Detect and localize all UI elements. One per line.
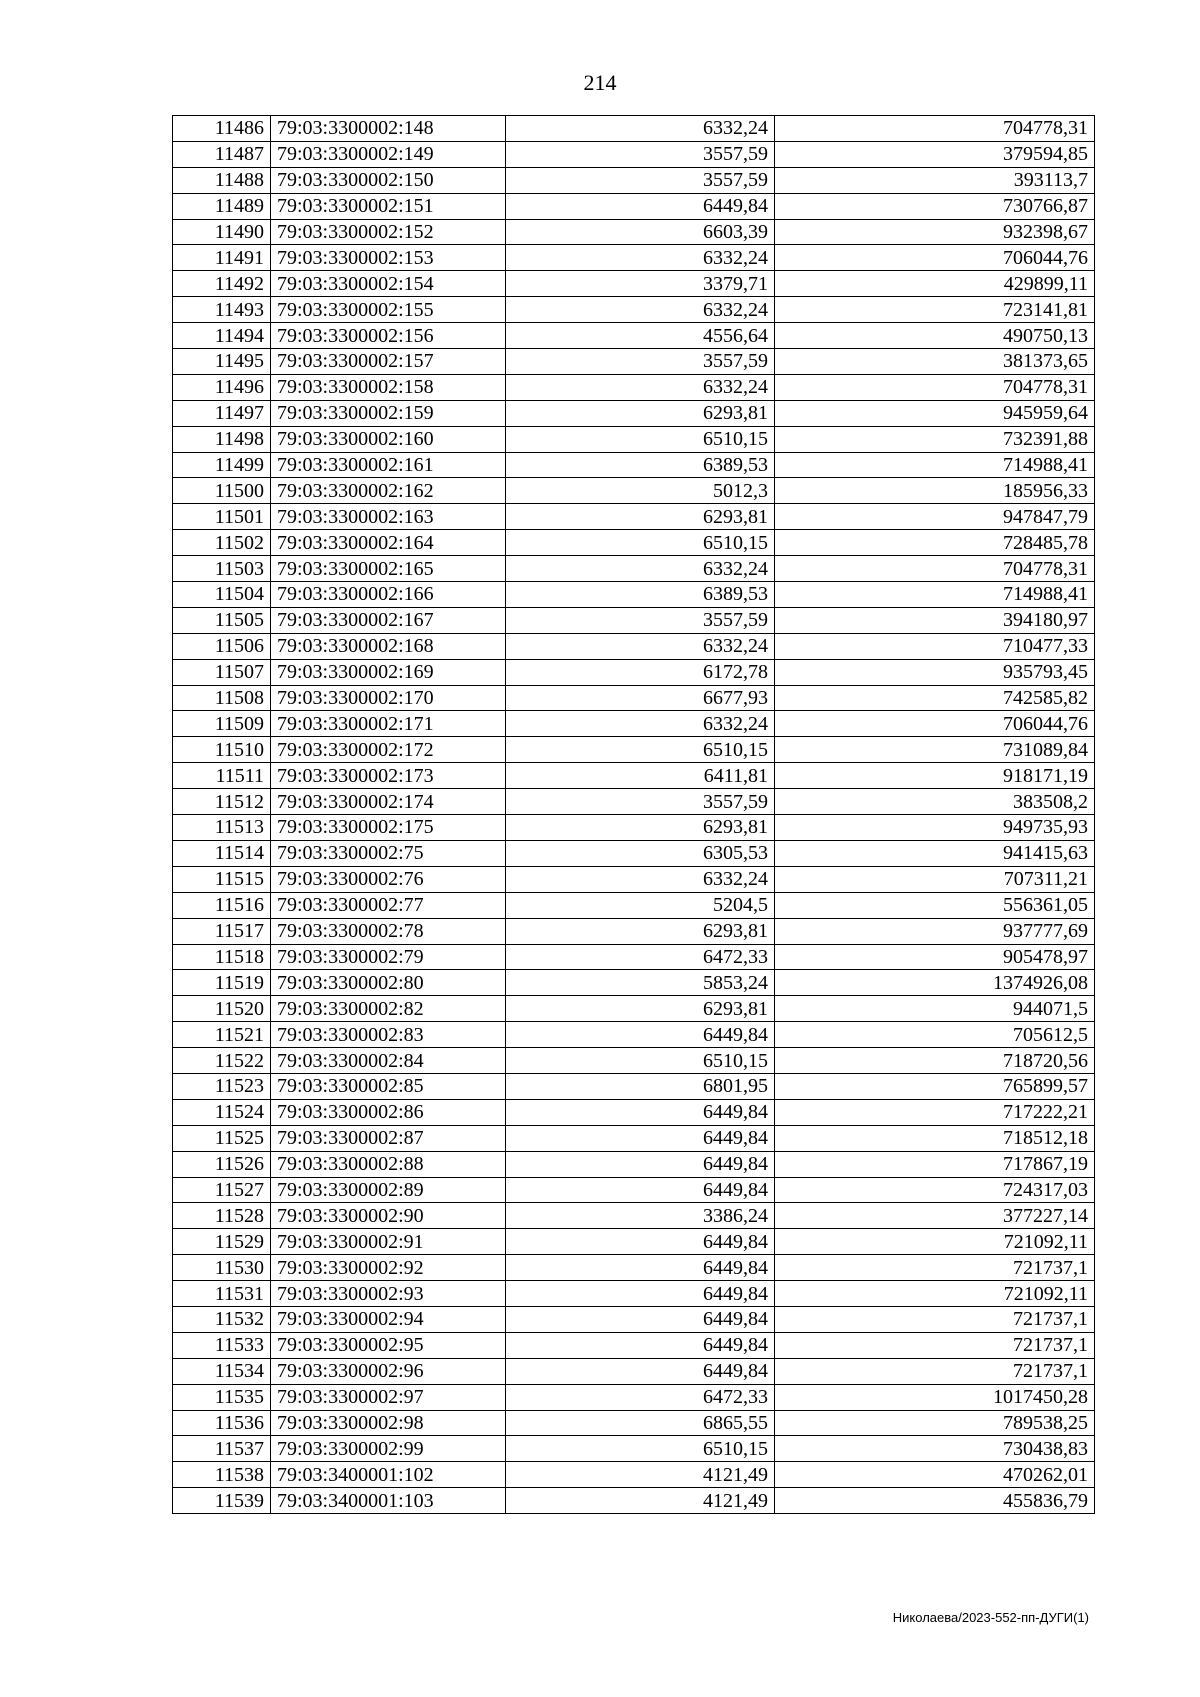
- area-cell: 6449,84: [506, 193, 775, 219]
- area-cell: 5204,5: [506, 892, 775, 918]
- row-number-cell: 11532: [173, 1306, 271, 1332]
- row-number-cell: 11530: [173, 1255, 271, 1281]
- area-cell: 6332,24: [506, 297, 775, 323]
- table-body: [173, 116, 1095, 1514]
- cadastral-number-cell: 79:03:3300002:77: [271, 892, 506, 918]
- value-cell: 707311,21: [775, 866, 1095, 892]
- row-number-cell: 11509: [173, 711, 271, 737]
- area-cell: 6293,81: [506, 400, 775, 426]
- table-row: [173, 1125, 1095, 1151]
- cadastral-number-cell: 79:03:3300002:86: [271, 1099, 506, 1125]
- value-cell: 710477,33: [775, 633, 1095, 659]
- value-cell: 470262,01: [775, 1462, 1095, 1488]
- area-cell: 6801,95: [506, 1073, 775, 1099]
- cadastral-number-cell: 79:03:3300002:150: [271, 167, 506, 193]
- cadastral-number-cell: 79:03:3300002:158: [271, 374, 506, 400]
- table-row: [173, 349, 1095, 375]
- table-row: [173, 219, 1095, 245]
- table-row: [173, 1048, 1095, 1074]
- table-row: [173, 1410, 1095, 1436]
- table-row: [173, 685, 1095, 711]
- cadastral-number-cell: 79:03:3300002:80: [271, 970, 506, 996]
- row-number-cell: 11508: [173, 685, 271, 711]
- area-cell: 6510,15: [506, 737, 775, 763]
- table-row: [173, 970, 1095, 996]
- table-row: [173, 426, 1095, 452]
- value-cell: 723141,81: [775, 297, 1095, 323]
- area-cell: 6293,81: [506, 918, 775, 944]
- cadastral-number-cell: 79:03:3300002:160: [271, 426, 506, 452]
- table-row: [173, 193, 1095, 219]
- row-number-cell: 11492: [173, 271, 271, 297]
- table-row: [173, 1306, 1095, 1332]
- row-number-cell: 11488: [173, 167, 271, 193]
- table-row: [173, 892, 1095, 918]
- area-cell: 6603,39: [506, 219, 775, 245]
- row-number-cell: 11507: [173, 659, 271, 685]
- table-row: [173, 1358, 1095, 1384]
- row-number-cell: 11518: [173, 944, 271, 970]
- row-number-cell: 11521: [173, 1022, 271, 1048]
- table-row: [173, 1384, 1095, 1410]
- table-row: [173, 582, 1095, 608]
- row-number-cell: 11494: [173, 323, 271, 349]
- area-cell: 6449,84: [506, 1125, 775, 1151]
- area-cell: 6449,84: [506, 1151, 775, 1177]
- table-row: [173, 323, 1095, 349]
- value-cell: 704778,31: [775, 374, 1095, 400]
- area-cell: 6449,84: [506, 1177, 775, 1203]
- row-number-cell: 11517: [173, 918, 271, 944]
- row-number-cell: 11536: [173, 1410, 271, 1436]
- cadastral-number-cell: 79:03:3300002:85: [271, 1073, 506, 1099]
- table-row: [173, 116, 1095, 142]
- area-cell: 6472,33: [506, 944, 775, 970]
- row-number-cell: 11497: [173, 400, 271, 426]
- row-number-cell: 11534: [173, 1358, 271, 1384]
- value-cell: 556361,05: [775, 892, 1095, 918]
- row-number-cell: 11513: [173, 815, 271, 841]
- cadastral-number-cell: 79:03:3300002:155: [271, 297, 506, 323]
- row-number-cell: 11489: [173, 193, 271, 219]
- row-number-cell: 11495: [173, 349, 271, 375]
- cadastral-number-cell: 79:03:3300002:94: [271, 1306, 506, 1332]
- area-cell: 6510,15: [506, 426, 775, 452]
- area-cell: 6510,15: [506, 1048, 775, 1074]
- value-cell: 935793,45: [775, 659, 1095, 685]
- row-number-cell: 11502: [173, 530, 271, 556]
- value-cell: 731089,84: [775, 737, 1095, 763]
- row-number-cell: 11519: [173, 970, 271, 996]
- value-cell: 379594,85: [775, 141, 1095, 167]
- table-row: [173, 789, 1095, 815]
- table-row: [173, 400, 1095, 426]
- area-cell: 6449,84: [506, 1022, 775, 1048]
- cadastral-number-cell: 79:03:3300002:84: [271, 1048, 506, 1074]
- area-cell: 6449,84: [506, 1358, 775, 1384]
- value-cell: 705612,5: [775, 1022, 1095, 1048]
- area-cell: 3557,59: [506, 607, 775, 633]
- table-row: [173, 478, 1095, 504]
- cadastral-number-cell: 79:03:3300002:87: [271, 1125, 506, 1151]
- area-cell: 6332,24: [506, 633, 775, 659]
- area-cell: 5012,3: [506, 478, 775, 504]
- value-cell: 381373,65: [775, 349, 1095, 375]
- cadastral-number-cell: 79:03:3300002:172: [271, 737, 506, 763]
- table-row: [173, 633, 1095, 659]
- row-number-cell: 11520: [173, 996, 271, 1022]
- cadastral-number-cell: 79:03:3300002:76: [271, 866, 506, 892]
- cadastral-number-cell: 79:03:3300002:91: [271, 1229, 506, 1255]
- value-cell: 377227,14: [775, 1203, 1095, 1229]
- cadastral-number-cell: 79:03:3300002:89: [271, 1177, 506, 1203]
- cadastral-number-cell: 79:03:3300002:165: [271, 556, 506, 582]
- value-cell: 1017450,28: [775, 1384, 1095, 1410]
- area-cell: 6449,84: [506, 1255, 775, 1281]
- area-cell: 6449,84: [506, 1332, 775, 1358]
- value-cell: 706044,76: [775, 711, 1095, 737]
- row-number-cell: 11535: [173, 1384, 271, 1410]
- cadastral-number-cell: 79:03:3300002:92: [271, 1255, 506, 1281]
- row-number-cell: 11522: [173, 1048, 271, 1074]
- cadastral-number-cell: 79:03:3300002:170: [271, 685, 506, 711]
- area-cell: 6293,81: [506, 815, 775, 841]
- row-number-cell: 11523: [173, 1073, 271, 1099]
- area-cell: 3557,59: [506, 349, 775, 375]
- table-row: [173, 711, 1095, 737]
- cadastral-number-cell: 79:03:3300002:174: [271, 789, 506, 815]
- cadastral-table: [172, 115, 1095, 1514]
- cadastral-number-cell: 79:03:3300002:153: [271, 245, 506, 271]
- table-row: [173, 866, 1095, 892]
- value-cell: 789538,25: [775, 1410, 1095, 1436]
- cadastral-number-cell: 79:03:3300002:171: [271, 711, 506, 737]
- area-cell: 6449,84: [506, 1099, 775, 1125]
- value-cell: 490750,13: [775, 323, 1095, 349]
- cadastral-number-cell: 79:03:3300002:95: [271, 1332, 506, 1358]
- area-cell: 3386,24: [506, 1203, 775, 1229]
- table-row: [173, 737, 1095, 763]
- row-number-cell: 11491: [173, 245, 271, 271]
- table-row: [173, 1151, 1095, 1177]
- value-cell: 732391,88: [775, 426, 1095, 452]
- row-number-cell: 11503: [173, 556, 271, 582]
- row-number-cell: 11498: [173, 426, 271, 452]
- value-cell: 721737,1: [775, 1358, 1095, 1384]
- row-number-cell: 11512: [173, 789, 271, 815]
- table-row: [173, 556, 1095, 582]
- cadastral-number-cell: 79:03:3300002:99: [271, 1436, 506, 1462]
- row-number-cell: 11490: [173, 219, 271, 245]
- area-cell: 4121,49: [506, 1488, 775, 1514]
- value-cell: 944071,5: [775, 996, 1095, 1022]
- area-cell: 3557,59: [506, 789, 775, 815]
- cadastral-number-cell: 79:03:3300002:168: [271, 633, 506, 659]
- value-cell: 717222,21: [775, 1099, 1095, 1125]
- value-cell: 945959,64: [775, 400, 1095, 426]
- cadastral-number-cell: 79:03:3400001:102: [271, 1462, 506, 1488]
- cadastral-number-cell: 79:03:3300002:88: [271, 1151, 506, 1177]
- row-number-cell: 11493: [173, 297, 271, 323]
- value-cell: 724317,03: [775, 1177, 1095, 1203]
- table-row: [173, 504, 1095, 530]
- cadastral-number-cell: 79:03:3300002:156: [271, 323, 506, 349]
- cadastral-number-cell: 79:03:3300002:166: [271, 582, 506, 608]
- row-number-cell: 11531: [173, 1281, 271, 1307]
- table-row: [173, 167, 1095, 193]
- value-cell: 714988,41: [775, 582, 1095, 608]
- table-row: [173, 1488, 1095, 1514]
- row-number-cell: 11511: [173, 763, 271, 789]
- area-cell: 6332,24: [506, 374, 775, 400]
- value-cell: 718512,18: [775, 1125, 1095, 1151]
- row-number-cell: 11516: [173, 892, 271, 918]
- row-number-cell: 11510: [173, 737, 271, 763]
- value-cell: 714988,41: [775, 452, 1095, 478]
- row-number-cell: 11504: [173, 582, 271, 608]
- area-cell: 6332,24: [506, 711, 775, 737]
- area-cell: 4556,64: [506, 323, 775, 349]
- cadastral-number-cell: 79:03:3300002:79: [271, 944, 506, 970]
- table-row: [173, 1099, 1095, 1125]
- cadastral-number-cell: 79:03:3300002:154: [271, 271, 506, 297]
- value-cell: 765899,57: [775, 1073, 1095, 1099]
- table-row: [173, 1073, 1095, 1099]
- table-row: [173, 297, 1095, 323]
- value-cell: 947847,79: [775, 504, 1095, 530]
- row-number-cell: 11514: [173, 840, 271, 866]
- value-cell: 455836,79: [775, 1488, 1095, 1514]
- value-cell: 1374926,08: [775, 970, 1095, 996]
- value-cell: 730438,83: [775, 1436, 1095, 1462]
- value-cell: 706044,76: [775, 245, 1095, 271]
- value-cell: 949735,93: [775, 815, 1095, 841]
- cadastral-number-cell: 79:03:3300002:83: [271, 1022, 506, 1048]
- area-cell: 6510,15: [506, 530, 775, 556]
- value-cell: 941415,63: [775, 840, 1095, 866]
- value-cell: 721092,11: [775, 1281, 1095, 1307]
- row-number-cell: 11527: [173, 1177, 271, 1203]
- table-row: [173, 1203, 1095, 1229]
- table-row: [173, 996, 1095, 1022]
- area-cell: 6449,84: [506, 1229, 775, 1255]
- cadastral-number-cell: 79:03:3300002:151: [271, 193, 506, 219]
- table-row: [173, 1332, 1095, 1358]
- table-row: [173, 840, 1095, 866]
- area-cell: 6449,84: [506, 1281, 775, 1307]
- area-cell: 6389,53: [506, 452, 775, 478]
- table-row: [173, 815, 1095, 841]
- table-row: [173, 1462, 1095, 1488]
- area-cell: 6472,33: [506, 1384, 775, 1410]
- value-cell: 905478,97: [775, 944, 1095, 970]
- cadastral-number-cell: 79:03:3300002:82: [271, 996, 506, 1022]
- value-cell: 185956,33: [775, 478, 1095, 504]
- cadastral-number-cell: 79:03:3300002:163: [271, 504, 506, 530]
- row-number-cell: 11487: [173, 141, 271, 167]
- table-row: [173, 1229, 1095, 1255]
- value-cell: 704778,31: [775, 556, 1095, 582]
- row-number-cell: 11515: [173, 866, 271, 892]
- cadastral-number-cell: 79:03:3300002:159: [271, 400, 506, 426]
- table-row: [173, 1022, 1095, 1048]
- table-row: [173, 763, 1095, 789]
- area-cell: 4121,49: [506, 1462, 775, 1488]
- row-number-cell: 11538: [173, 1462, 271, 1488]
- table-row: [173, 1177, 1095, 1203]
- value-cell: 728485,78: [775, 530, 1095, 556]
- area-cell: 6865,55: [506, 1410, 775, 1436]
- cadastral-number-cell: 79:03:3300002:149: [271, 141, 506, 167]
- row-number-cell: 11539: [173, 1488, 271, 1514]
- row-number-cell: 11496: [173, 374, 271, 400]
- cadastral-number-cell: 79:03:3300002:97: [271, 1384, 506, 1410]
- table-row: [173, 607, 1095, 633]
- row-number-cell: 11506: [173, 633, 271, 659]
- cadastral-number-cell: 79:03:3300002:157: [271, 349, 506, 375]
- cadastral-number-cell: 79:03:3300002:93: [271, 1281, 506, 1307]
- row-number-cell: 11524: [173, 1099, 271, 1125]
- value-cell: 704778,31: [775, 116, 1095, 142]
- cadastral-number-cell: 79:03:3300002:78: [271, 918, 506, 944]
- cadastral-number-cell: 79:03:3300002:169: [271, 659, 506, 685]
- table-row: [173, 1255, 1095, 1281]
- row-number-cell: 11500: [173, 478, 271, 504]
- value-cell: 721737,1: [775, 1255, 1095, 1281]
- table-row: [173, 245, 1095, 271]
- value-cell: 937777,69: [775, 918, 1095, 944]
- cadastral-number-cell: 79:03:3300002:96: [271, 1358, 506, 1384]
- value-cell: 717867,19: [775, 1151, 1095, 1177]
- row-number-cell: 11529: [173, 1229, 271, 1255]
- cadastral-number-cell: 79:03:3300002:167: [271, 607, 506, 633]
- row-number-cell: 11499: [173, 452, 271, 478]
- row-number-cell: 11526: [173, 1151, 271, 1177]
- value-cell: 383508,2: [775, 789, 1095, 815]
- area-cell: 6677,93: [506, 685, 775, 711]
- cadastral-number-cell: 79:03:3300002:98: [271, 1410, 506, 1436]
- value-cell: 742585,82: [775, 685, 1095, 711]
- table-row: [173, 1281, 1095, 1307]
- cadastral-number-cell: 79:03:3300002:75: [271, 840, 506, 866]
- area-cell: 6449,84: [506, 1306, 775, 1332]
- table-row: [173, 141, 1095, 167]
- value-cell: 932398,67: [775, 219, 1095, 245]
- row-number-cell: 11533: [173, 1332, 271, 1358]
- value-cell: 918171,19: [775, 763, 1095, 789]
- area-cell: 6332,24: [506, 245, 775, 271]
- area-cell: 6389,53: [506, 582, 775, 608]
- value-cell: 721092,11: [775, 1229, 1095, 1255]
- cadastral-number-cell: 79:03:3300002:164: [271, 530, 506, 556]
- area-cell: 6332,24: [506, 556, 775, 582]
- table-row: [173, 1436, 1095, 1462]
- value-cell: 730766,87: [775, 193, 1095, 219]
- area-cell: 6332,24: [506, 116, 775, 142]
- value-cell: 718720,56: [775, 1048, 1095, 1074]
- area-cell: 5853,24: [506, 970, 775, 996]
- cadastral-number-cell: 79:03:3300002:90: [271, 1203, 506, 1229]
- page-number: 214: [583, 70, 617, 95]
- row-number-cell: 11525: [173, 1125, 271, 1151]
- row-number-cell: 11537: [173, 1436, 271, 1462]
- value-cell: 721737,1: [775, 1306, 1095, 1332]
- area-cell: 6411,81: [506, 763, 775, 789]
- value-cell: 393113,7: [775, 167, 1095, 193]
- area-cell: 6510,15: [506, 1436, 775, 1462]
- cadastral-number-cell: 79:03:3400001:103: [271, 1488, 506, 1514]
- value-cell: 721737,1: [775, 1332, 1095, 1358]
- table-row: [173, 374, 1095, 400]
- value-cell: 394180,97: [775, 607, 1095, 633]
- table-row: [173, 530, 1095, 556]
- value-cell: 429899,11: [775, 271, 1095, 297]
- table-row: [173, 918, 1095, 944]
- cadastral-number-cell: 79:03:3300002:161: [271, 452, 506, 478]
- area-cell: 6172,78: [506, 659, 775, 685]
- cadastral-number-cell: 79:03:3300002:162: [271, 478, 506, 504]
- row-number-cell: 11528: [173, 1203, 271, 1229]
- area-cell: 3379,71: [506, 271, 775, 297]
- area-cell: 6293,81: [506, 996, 775, 1022]
- table-row: [173, 944, 1095, 970]
- area-cell: 6293,81: [506, 504, 775, 530]
- row-number-cell: 11505: [173, 607, 271, 633]
- area-cell: 3557,59: [506, 167, 775, 193]
- row-number-cell: 11486: [173, 116, 271, 142]
- table-row: [173, 271, 1095, 297]
- cadastral-number-cell: 79:03:3300002:173: [271, 763, 506, 789]
- cadastral-number-cell: 79:03:3300002:152: [271, 219, 506, 245]
- document-footer-reference: Николаева/2023-552-пп-ДУГИ(1): [892, 1610, 1089, 1625]
- cadastral-number-cell: 79:03:3300002:148: [271, 116, 506, 142]
- row-number-cell: 11501: [173, 504, 271, 530]
- area-cell: 3557,59: [506, 141, 775, 167]
- table-row: [173, 452, 1095, 478]
- area-cell: 6332,24: [506, 866, 775, 892]
- table-row: [173, 659, 1095, 685]
- area-cell: 6305,53: [506, 840, 775, 866]
- cadastral-number-cell: 79:03:3300002:175: [271, 815, 506, 841]
